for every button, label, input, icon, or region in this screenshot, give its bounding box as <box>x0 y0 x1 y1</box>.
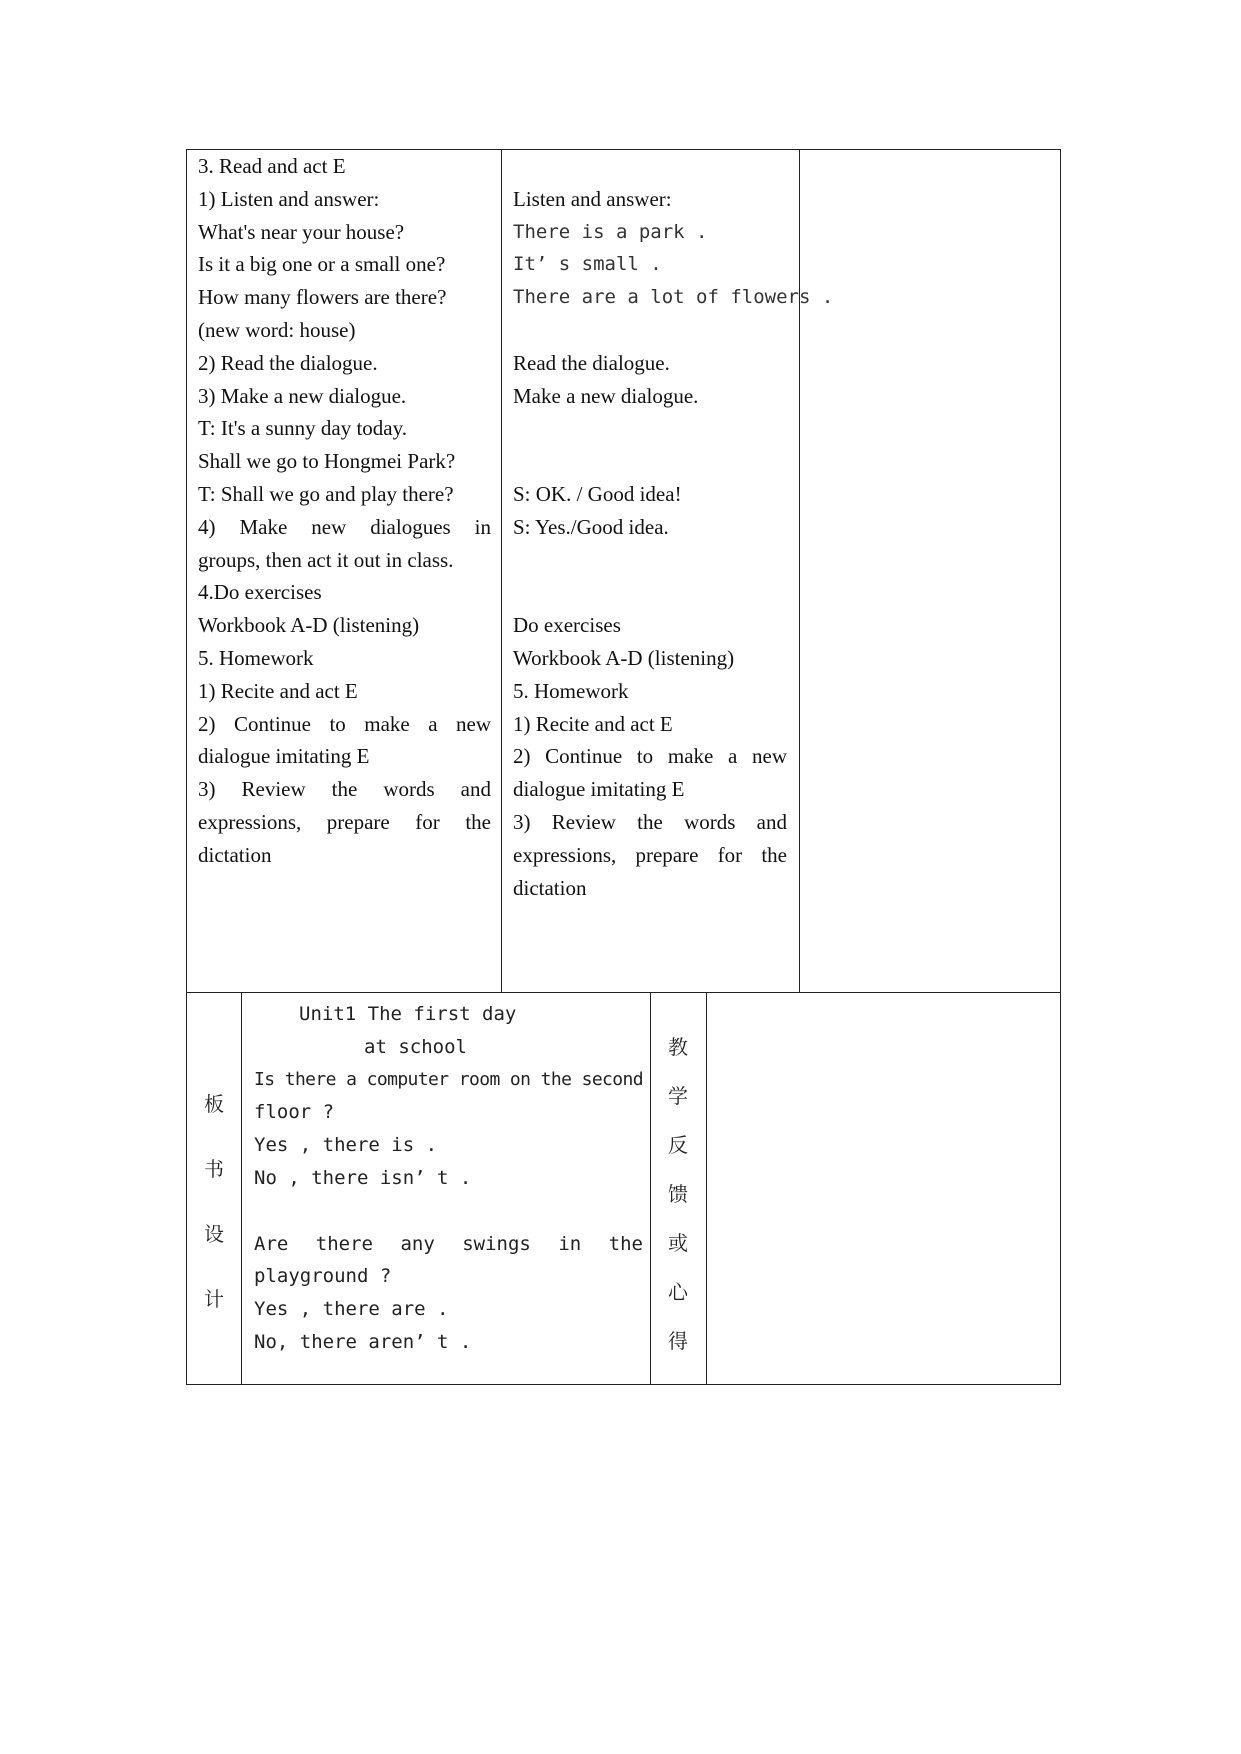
board-line: No, there aren’ t . <box>254 1330 472 1353</box>
student-line: 1) Recite and act E <box>513 711 673 736</box>
activity-line: 1) Recite and act E <box>198 678 358 703</box>
activity-line: How many flowers are there? <box>198 285 447 310</box>
student-line: dictation <box>513 875 587 900</box>
board-design-label <box>196 1072 232 1332</box>
label-char: 反 <box>668 1133 688 1157</box>
label-char: 得 <box>668 1329 688 1353</box>
label-char: 计 <box>204 1287 224 1311</box>
board-line: Yes , there is . <box>254 1134 438 1157</box>
activity-line: 3. Read and act E <box>198 154 346 178</box>
activity-line: 4.Do exercises <box>198 580 322 605</box>
label-char: 教 <box>668 1035 688 1059</box>
activity-line: 4) Make new dialogues in <box>198 514 491 539</box>
board-line: playground ? <box>254 1265 392 1288</box>
board-line: No , there isn’ t . <box>254 1166 472 1189</box>
board-line: Are there any swings in the <box>254 1232 643 1255</box>
label-char: 馈 <box>668 1182 688 1206</box>
label-char: 板 <box>204 1092 224 1116</box>
student-line: 2) Continue to make a new <box>513 744 787 769</box>
label-char: 或 <box>668 1231 688 1255</box>
activity-line: groups, then act it out in class. <box>198 547 454 572</box>
table-divider-horizontal <box>186 992 1061 993</box>
board-title-line: Unit1 The first day <box>299 1003 517 1025</box>
top-divider-1 <box>501 149 502 992</box>
activity-line: 2) Continue to make a new <box>198 711 491 736</box>
activity-line: What's near your house? <box>198 219 405 244</box>
activity-line: expressions, prepare for the <box>198 809 491 834</box>
activity-line: 3) Review the words and <box>198 777 491 802</box>
student-line <box>513 150 787 183</box>
bottom-divider-2 <box>650 992 651 1385</box>
activity-line: T: It's a sunny day today. <box>198 416 408 441</box>
student-line: expressions, prepare for the <box>513 842 787 867</box>
board-line: floor ? <box>254 1101 335 1124</box>
board-line: Is there a computer room on the second <box>254 1068 644 1090</box>
label-char: 书 <box>204 1157 224 1181</box>
student-line: 3) Review the words and <box>513 809 787 834</box>
activity-line: 5. Homework <box>198 645 314 670</box>
activity-line: dialogue imitating E <box>198 744 370 769</box>
student-line: S: OK. / Good idea! <box>513 481 682 506</box>
teaching-feedback-label <box>660 1023 696 1366</box>
student-line: 5. Homework <box>513 678 629 703</box>
label-char: 心 <box>668 1280 688 1304</box>
student-line: Listen and answer: <box>513 186 672 211</box>
board-line: Yes , there are . <box>254 1298 449 1321</box>
activity-line: 3) Make a new dialogue. <box>198 383 407 408</box>
student-line <box>513 445 787 478</box>
teacher-activities-column <box>198 150 491 872</box>
activity-line: Shall we go to Hongmei Park? <box>198 449 456 474</box>
student-line <box>513 544 787 577</box>
student-answer-line: There is a park . <box>513 220 708 243</box>
student-answer-line: It’ s small . <box>513 253 662 276</box>
activity-line: 2) Read the dialogue. <box>198 350 378 375</box>
student-line: dialogue imitating E <box>513 777 685 802</box>
student-line: Workbook A-D (listening) <box>513 645 735 670</box>
student-answer-line: There are a lot of flowers . <box>513 286 834 309</box>
teaching-feedback-content <box>716 998 1051 1378</box>
student-activities-column <box>513 150 834 904</box>
label-char: 学 <box>668 1084 688 1108</box>
bottom-divider-1 <box>241 992 242 1385</box>
activity-line: Is it a big one or a small one? <box>198 252 446 277</box>
bottom-divider-3 <box>706 992 707 1385</box>
label-char: 设 <box>204 1222 224 1246</box>
student-line: Make a new dialogue. <box>513 383 699 408</box>
activity-line: dictation <box>198 842 272 867</box>
board-line <box>254 1195 643 1228</box>
student-line <box>513 314 787 347</box>
board-design-content <box>254 998 643 1359</box>
board-title-line: at school <box>364 1035 467 1058</box>
activity-line: (new word: house) <box>198 317 356 342</box>
student-line: Read the dialogue. <box>513 350 670 375</box>
student-line: S: Yes./Good idea. <box>513 514 669 539</box>
activity-line: 1) Listen and answer: <box>198 186 380 211</box>
top-divider-2 <box>799 149 800 992</box>
student-line <box>513 576 787 609</box>
student-line <box>513 412 787 445</box>
activity-line: Workbook A-D (listening) <box>198 613 420 638</box>
activity-line: T: Shall we go and play there? <box>198 481 454 506</box>
student-line: Do exercises <box>513 613 621 638</box>
